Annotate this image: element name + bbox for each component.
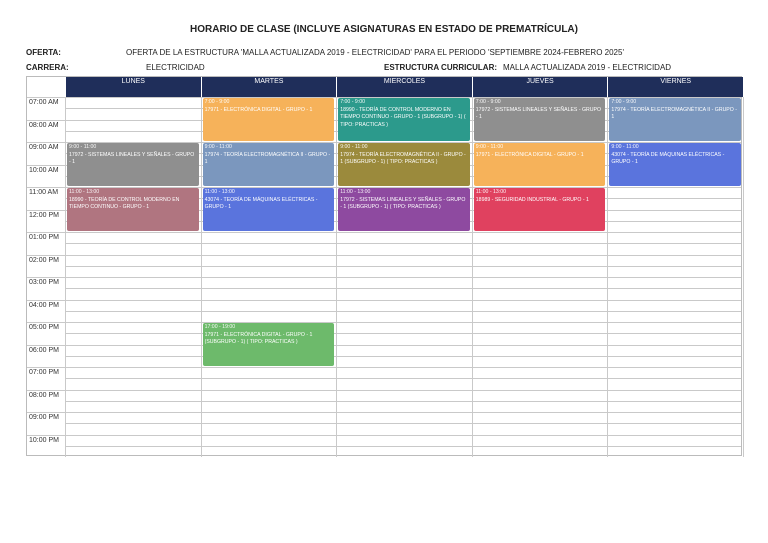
grid-row-line xyxy=(27,300,741,301)
class-event[interactable] xyxy=(203,98,335,141)
event-title: 17974 - TEORÍA ELECTROMAGNÉTICA II - GRUPO - 1 xyxy=(204,151,331,165)
event-time: 11:00 - 13:00 xyxy=(204,189,235,195)
time-label: 04:00 PM xyxy=(29,301,59,309)
grid-row-line xyxy=(65,401,741,402)
carrera-label: CARRERA: xyxy=(26,63,69,72)
event-time: 9:00 - 11:00 xyxy=(204,144,232,150)
grid-row-line xyxy=(65,288,741,289)
class-event[interactable] xyxy=(609,98,741,141)
grid-row-line xyxy=(27,390,741,391)
class-event[interactable] xyxy=(67,143,199,186)
class-event[interactable] xyxy=(67,188,199,231)
time-label: 08:00 AM xyxy=(29,121,59,129)
page-title: HORARIO DE CLASE (INCLUYE ASIGNATURAS EN ESTADO DE PREMATRÍCULA) xyxy=(190,24,578,35)
class-event[interactable] xyxy=(474,188,606,231)
grid-row-line xyxy=(27,345,741,346)
event-time: 9:00 - 11:00 xyxy=(69,144,97,150)
event-time: 11:00 - 13:00 xyxy=(69,189,100,195)
oferta-value: OFERTA DE LA ESTRUCTURA 'MALLA ACTUALIZADA 2019 - ELECTRICIDAD' PARA EL PERIODO 'SEPTIEMBRE 2024-FEBRERO 2025' xyxy=(126,48,624,57)
event-time: 9:00 - 11:00 xyxy=(611,144,639,150)
time-label: 09:00 PM xyxy=(29,414,59,421)
event-title: 17972 - SISTEMAS LINEALES Y SEÑALES - GRUPO - 1 xyxy=(475,106,602,120)
event-title: 17974 - TEORÍA ELECTROMAGNÉTICA II - GRUPO - 1 xyxy=(611,106,737,120)
time-label: 06:00 PM xyxy=(29,346,59,354)
event-title: 17971 - ELECTRÓNICA DIGITAL - GRUPO - 1 (SUBGRUPO - 1) ( TIPO: PRACTICAS ) xyxy=(204,331,313,345)
grid-row-line xyxy=(65,311,741,312)
event-title: 43074 - TEORÍA DE MÁQUINAS ELÉCTRICAS - GRUPO - 1 xyxy=(204,196,318,210)
time-label: 01:00 PM xyxy=(29,234,59,241)
grid-row-line xyxy=(65,423,741,424)
event-title: 17974 - TEORÍA ELECTROMAGNÉTICA II - GRUPO - 1 (SUBGRUPO - 1) ( TIPO: PRACTICAS ) xyxy=(340,151,466,165)
time-label: 07:00 PM xyxy=(29,369,59,376)
time-label: 07:00 AM xyxy=(29,99,59,106)
day-header-viernes: VIERNES xyxy=(607,77,743,97)
grid-row-line xyxy=(27,277,741,278)
oferta-label: OFERTA: xyxy=(26,48,61,57)
event-time: 11:00 - 13:00 xyxy=(475,189,506,195)
grid-row-line xyxy=(65,378,741,379)
grid-row-line xyxy=(65,243,741,244)
grid-row-line xyxy=(27,412,741,413)
grid-row-line xyxy=(27,232,741,233)
event-time: 17:00 - 19:00 xyxy=(204,324,236,330)
class-event[interactable] xyxy=(338,188,470,231)
class-event[interactable] xyxy=(338,143,470,186)
event-time: 7:00 - 9:00 xyxy=(475,99,501,105)
carrera-value: ELECTRICIDAD xyxy=(146,63,205,72)
time-label: 12:00 PM xyxy=(29,211,59,219)
time-label: 02:00 PM xyxy=(29,256,59,264)
day-header-martes: MARTES xyxy=(201,77,337,97)
time-label: 10:00 PM xyxy=(29,436,59,444)
time-label: 05:00 PM xyxy=(29,324,59,331)
class-event[interactable] xyxy=(203,143,335,186)
class-event[interactable] xyxy=(338,98,470,141)
event-time: 9:00 - 11:00 xyxy=(475,144,504,150)
class-event[interactable] xyxy=(609,143,741,186)
event-time: 7:00 - 9:00 xyxy=(340,99,365,105)
event-time: 7:00 - 9:00 xyxy=(204,99,230,105)
event-title: 17972 - SISTEMAS LINEALES Y SEÑALES - GRUPO - 1 (SUBGRUPO - 1) ( TIPO: PRACTICAS ) xyxy=(340,196,466,210)
event-title: 18990 - TEORÍA DE CONTROL MODERNO EN TIEMPO CONTINUO - GRUPO - 1 (SUBGRUPO - 1) ( TIPO: PRACTICAS ) xyxy=(340,106,466,128)
event-title: 18990 - TEORÍA DE CONTROL MODERNO EN TIEMPO CONTINUO - GRUPO - 1 xyxy=(69,196,180,210)
class-event[interactable] xyxy=(203,188,335,231)
event-time: 11:00 - 13:00 xyxy=(340,189,371,195)
time-label: 10:00 AM xyxy=(29,166,59,174)
grid-column-line xyxy=(743,97,744,457)
grid-row-line xyxy=(27,367,741,368)
event-title: 17971 - ELECTRÓNICA DIGITAL - GRUPO - 1 xyxy=(204,106,313,113)
time-label: 08:00 PM xyxy=(29,391,59,399)
day-header-lunes: LUNES xyxy=(65,77,201,97)
grid-row-line xyxy=(65,333,741,334)
day-header-jueves: JUEVES xyxy=(472,77,608,97)
grid-row-line xyxy=(27,255,741,256)
event-title: 18989 - SEGURIDAD INDUSTRIAL - GRUPO - 1 xyxy=(475,196,589,203)
day-header-miercoles: MIERCOLES xyxy=(336,77,472,97)
grid-row-line xyxy=(65,266,741,267)
time-label: 09:00 AM xyxy=(29,144,59,151)
event-title: 43074 - TEORÍA DE MÁQUINAS ELÉCTRICAS - GRUPO - 1 xyxy=(611,151,725,165)
grid-row-line xyxy=(65,356,741,357)
event-time: 7:00 - 9:00 xyxy=(611,99,637,105)
time-label: 03:00 PM xyxy=(29,279,59,286)
estructura-label: ESTRUCTURA CURRICULAR: xyxy=(384,63,498,72)
grid-row-line xyxy=(65,446,741,447)
grid-row-line xyxy=(27,322,741,323)
class-event[interactable] xyxy=(474,98,606,141)
event-title: 17971 - ELECTRÓNICA DIGITAL - GRUPO - 1 xyxy=(475,151,584,158)
class-event[interactable] xyxy=(203,323,335,366)
event-title: 17972 - SISTEMAS LINEALES Y SEÑALES - GRUPO - 1 xyxy=(69,151,195,165)
class-event[interactable] xyxy=(474,143,606,186)
grid-row-line xyxy=(27,435,741,436)
event-time: 9:00 - 11:00 xyxy=(340,144,368,150)
time-label: 11:00 AM xyxy=(29,189,59,196)
schedule-grid xyxy=(26,76,742,456)
estructura-value: MALLA ACTUALIZADA 2019 - ELECTRICIDAD xyxy=(503,63,672,72)
